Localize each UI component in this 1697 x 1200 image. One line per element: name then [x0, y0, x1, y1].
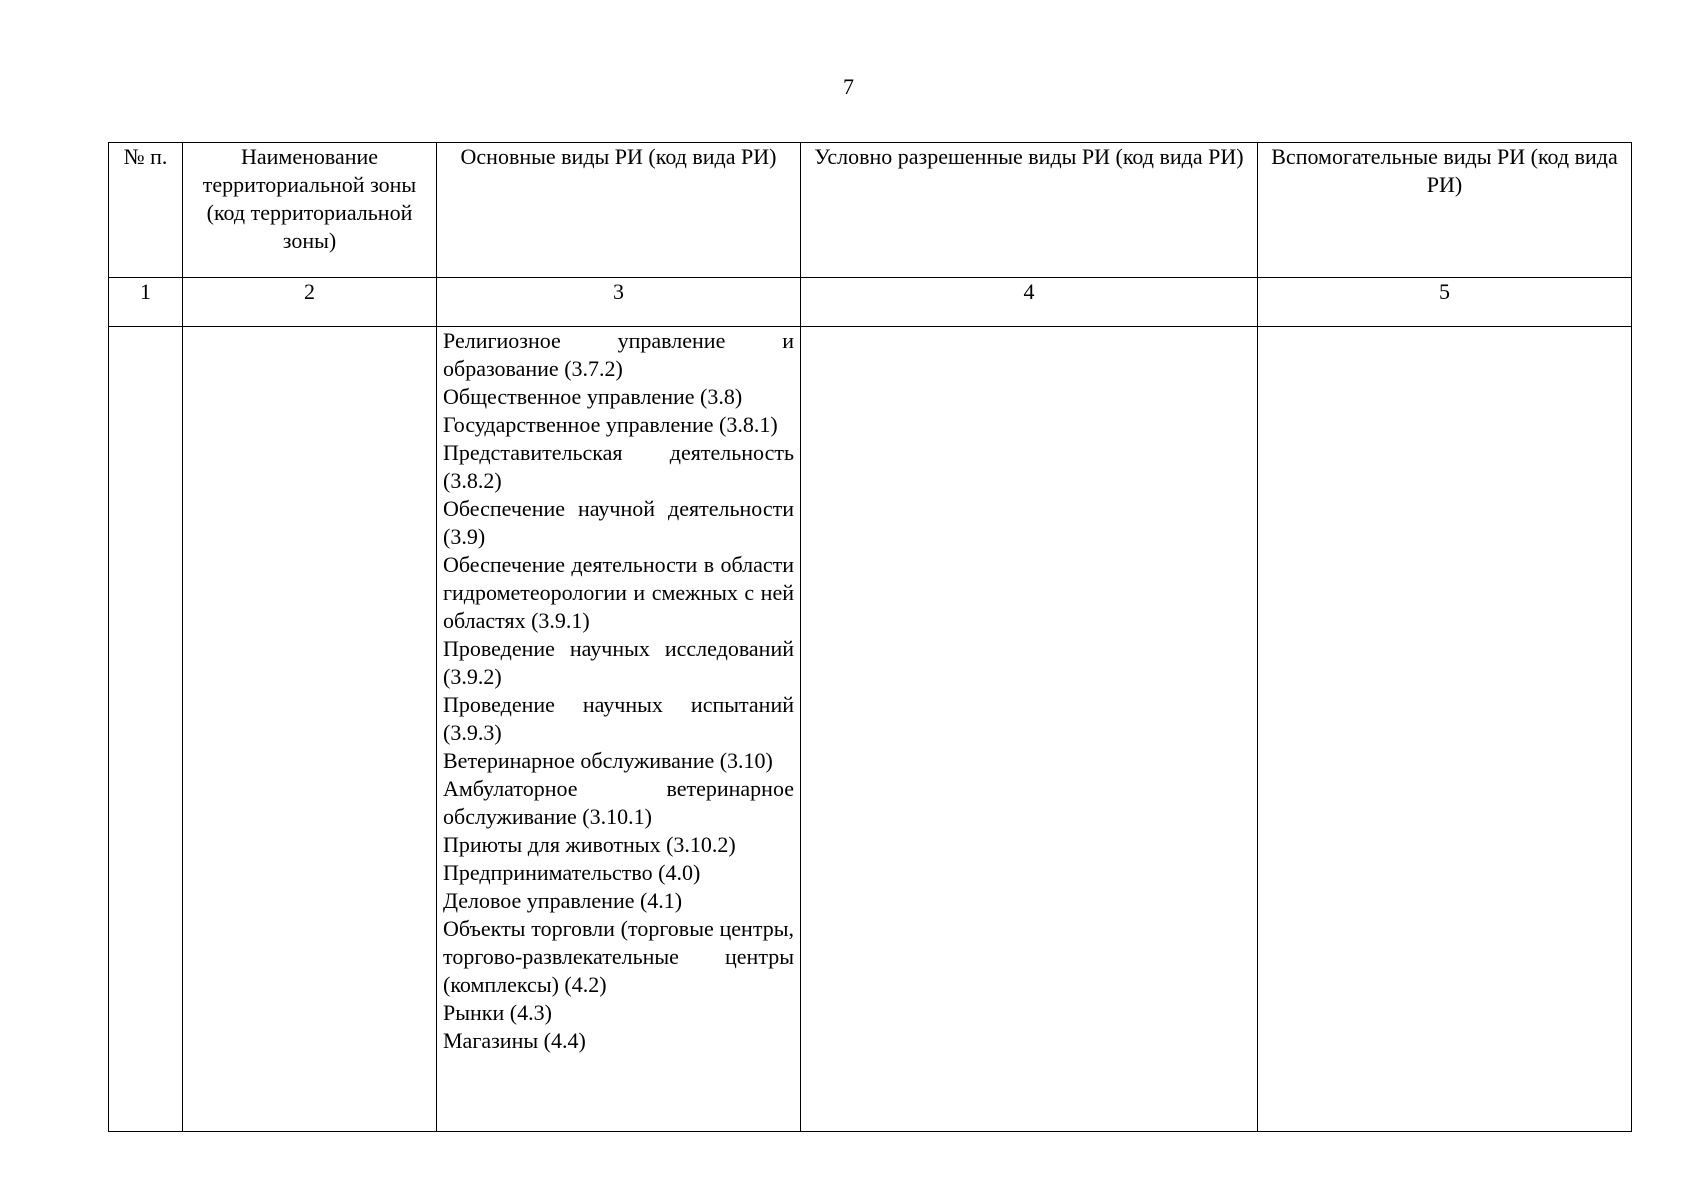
column-number: 3: [437, 278, 801, 327]
main-use-item: Государственное управление (3.8.1): [443, 412, 778, 437]
cell-item-number: [109, 327, 183, 1132]
main-use-item: Объекты торговли (торговые центры, торгово-развлекательные центры (комплексы) (4.2): [443, 916, 794, 997]
main-use-item: Ветеринарное обслуживание (3.10): [443, 748, 773, 773]
main-use-item: Предпринимательство (4.0): [443, 860, 701, 885]
main-use-item: Проведение научных исследований (3.9.2): [443, 636, 794, 689]
column-number: 4: [801, 278, 1258, 327]
page-number: 7: [843, 74, 854, 99]
main-use-item: Магазины (4.4): [443, 1028, 586, 1053]
column-number-row: [109, 278, 1632, 327]
main-use-item: Представительская деятельность (3.8.2): [443, 440, 794, 493]
header-main-uses: Основные виды РИ (код вида РИ): [437, 143, 801, 278]
main-uses-list: [443, 327, 794, 1055]
main-use-item: Амбулаторное ветеринарное обслуживание (3.10.1): [443, 776, 794, 829]
column-number: 1: [109, 278, 183, 327]
table-header-row: [109, 143, 1632, 278]
header-auxiliary-uses: Вспомогательные виды РИ (код вида РИ): [1258, 143, 1632, 278]
main-use-item: Религиозное управление и образование (3.7.2): [443, 328, 794, 381]
cell-zone-name: [183, 327, 437, 1132]
cell-auxiliary-uses: [1258, 327, 1632, 1132]
main-use-item: Обеспечение деятельности в области гидрометеорологии и смежных с ней областях (3.9.1): [443, 552, 794, 633]
column-number: 2: [183, 278, 437, 327]
table-row: [109, 327, 1632, 1132]
main-use-item: Приюты для животных (3.10.2): [443, 832, 736, 857]
main-use-item: Рынки (4.3): [443, 1000, 552, 1025]
main-use-item: Общественное управление (3.8): [443, 384, 743, 409]
cell-main-uses: [437, 327, 801, 1132]
cell-conditional-uses: [801, 327, 1258, 1132]
main-use-item: Деловое управление (4.1): [443, 888, 683, 913]
main-use-item: Обеспечение научной деятельности (3.9): [443, 496, 794, 549]
zoning-table: [108, 142, 1632, 1132]
header-conditional-uses: Условно разрешенные виды РИ (код вида РИ): [801, 143, 1258, 278]
header-item-number: № п.: [109, 143, 183, 278]
column-number: 5: [1258, 278, 1632, 327]
header-zone-name: Наименование территориальной зоны (код территориальной зоны): [183, 143, 437, 278]
main-use-item: Проведение научных испытаний (3.9.3): [443, 692, 794, 745]
